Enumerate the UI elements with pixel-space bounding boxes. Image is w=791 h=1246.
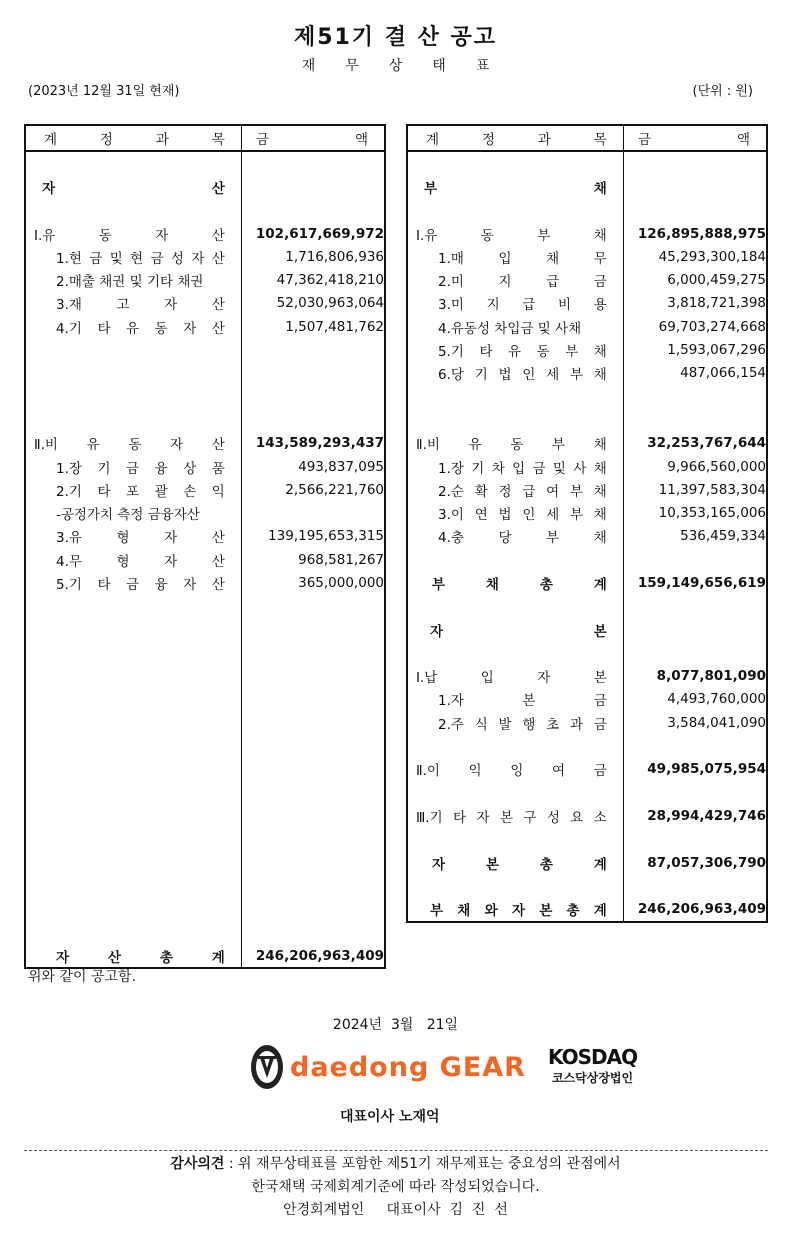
section-liabilities: 부 채 [424, 180, 607, 197]
nca-item-amount: 968,581,267 [241, 548, 385, 571]
ca-item-amount: 47,362,418,210 [241, 268, 385, 291]
ca-item-label: 2.매출 채권 및 기타 채권 [56, 274, 204, 291]
noncurrent-assets-amount: 143,589,293,437 [241, 432, 385, 455]
nca-item-label: 5.기 타 금 융 자 산 [56, 576, 225, 593]
col-account-header: 계 정 과 목 [44, 132, 225, 148]
cl-item-label: 4.유동성 차입금 및 사채 [438, 320, 582, 337]
noncurrent-liab-amount: 32,253,767,644 [623, 432, 767, 455]
cl-item-amount: 45,293,300,184 [623, 245, 767, 268]
ncl-item-label: 4.충 당 부 채 [438, 530, 607, 547]
ca-item-amount: 1,716,806,936 [241, 245, 385, 268]
col-amount-header: 금 액 [255, 132, 368, 148]
page-title: 제51기 결 산 공고 [293, 25, 498, 50]
other-equity-amount: 28,994,429,746 [623, 804, 767, 827]
liabilities-equity-table [406, 124, 768, 923]
cl-item-amount: 487,066,154 [623, 362, 767, 385]
as-of-date: (2023년 12월 31일 현재) [28, 84, 180, 99]
noncurrent-liab-label: Ⅱ.비 유 동 부 채 [416, 437, 607, 454]
col-amount-header: 금 액 [637, 132, 750, 148]
unit-label: (단위 : 원) [692, 84, 753, 99]
audit-opinion-line2: 한국채택 국제회계기준에 따라 작성되었습니다. [251, 1179, 540, 1195]
cl-item-label: 2.미 지 급 금 [438, 274, 607, 291]
ca-item-amount: 1,507,481,762 [241, 315, 385, 338]
cl-item-amount: 1,593,067,296 [623, 338, 767, 361]
nca-item-amount: 365,000,000 [241, 571, 385, 594]
total-assets-amount: 246,206,963,409 [241, 944, 385, 968]
current-liab-label: Ⅰ.유 동 부 채 [416, 227, 607, 244]
kosdaq-text: KOSDAQ [548, 1045, 638, 1069]
paid-in-item-label: 2.주 식 발 행 초 과 금 [438, 716, 607, 733]
ncl-item-label: 2.순 확 정 급 여 부 채 [438, 483, 607, 500]
paid-in-item-amount: 4,493,760,000 [623, 688, 767, 711]
paid-in-item-label: 1.자 본 금 [438, 693, 607, 710]
liab-total-amount: 159,149,656,619 [623, 571, 767, 594]
cl-item-label: 3.미 지 급 비 용 [438, 297, 607, 314]
nca-item-amount: 493,837,095 [241, 455, 385, 478]
notice-text: 위와 같이 공고함. [28, 969, 137, 985]
ca-item-label: 4.기 타 유 동 자 산 [56, 320, 225, 337]
auditor-signature: 안경회계법인 대표이사 김 진 선 [283, 1202, 508, 1218]
nca-item-label: 4.무 형 자 산 [56, 553, 225, 570]
nca-item-label: 1.장 기 금 융 상 품 [56, 460, 225, 477]
retained-earnings-label: Ⅱ.이 익 잉 여 금 [416, 763, 607, 780]
liab-total-label: 부 채 총 계 [432, 576, 607, 593]
cl-item-label: 5.기 타 유 동 부 채 [438, 344, 607, 361]
ceo-signature: 대표이사 노재억 [340, 1109, 440, 1125]
nca-item-label: 3.유 형 자 산 [56, 530, 225, 547]
nca-item-amount [241, 501, 385, 524]
equity-total-label: 자 본 총 계 [432, 856, 607, 873]
grand-total-label: 부 채 와 자 본 총 계 [430, 903, 607, 920]
notice-date: 2024년 3월 21일 [332, 1017, 459, 1033]
col-account-header: 계 정 과 목 [426, 132, 607, 148]
current-liab-amount: 126,895,888,975 [623, 222, 767, 245]
cl-item-label: 1.매 입 채 무 [438, 250, 607, 267]
paid-in-label: Ⅰ.납 입 자 본 [416, 670, 607, 687]
ncl-item-amount: 11,397,583,304 [623, 478, 767, 501]
kosdaq-subtext: 코스닥상장법인 [551, 1071, 634, 1085]
company-logo [250, 1044, 526, 1090]
audit-text-1: : 위 재무상태표를 포함한 제51기 재무제표는 중요성의 관점에서 [224, 1156, 621, 1172]
kosdaq-logo [548, 1046, 637, 1086]
current-assets-amount: 102,617,669,972 [241, 222, 385, 245]
section-assets: 자 산 [42, 180, 225, 197]
ncl-item-amount: 9,966,560,000 [623, 455, 767, 478]
ca-item-amount: 52,030,963,064 [241, 292, 385, 315]
separator-line [24, 1150, 768, 1151]
nca-item-amount: 139,195,653,315 [241, 525, 385, 548]
ncl-item-amount: 536,459,334 [623, 525, 767, 548]
audit-opinion-line1 [0, 1153, 791, 1173]
ncl-item-amount: 10,353,165,006 [623, 501, 767, 524]
current-assets-label: Ⅰ.유 동 자 산 [34, 227, 225, 244]
section-equity: 자 본 [430, 623, 607, 640]
audit-label: 감사의견 [170, 1156, 225, 1172]
equity-total-amount: 87,057,306,790 [623, 851, 767, 874]
cl-item-amount: 6,000,459,275 [623, 268, 767, 291]
grand-total-amount: 246,206,963,409 [623, 898, 767, 922]
ca-item-label: 3.재 고 자 산 [56, 297, 225, 314]
cl-item-amount: 69,703,274,668 [623, 315, 767, 338]
cl-item-label: 6.당 기 법 인 세 부 채 [438, 367, 607, 384]
nca-item-label: 2.기 타 포 괄 손 익 [56, 483, 225, 500]
nca-item-label: -공정가치 측정 금융자산 [56, 507, 200, 524]
paid-in-amount: 8,077,801,090 [623, 665, 767, 688]
total-assets-label: 자 산 총 계 [56, 949, 225, 966]
cl-item-amount: 3,818,721,398 [623, 292, 767, 315]
ca-item-label: 1.현 금 및 현 금 성 자 산 [56, 250, 225, 267]
ncl-item-label: 3.이 연 법 인 세 부 채 [438, 507, 607, 524]
paid-in-item-amount: 3,584,041,090 [623, 711, 767, 734]
other-equity-label: Ⅲ.기 타 자 본 구 성 요 소 [416, 809, 607, 826]
gear-emblem-icon [250, 1044, 284, 1090]
ncl-item-label: 1.장 기 차 입 금 및 사 채 [438, 460, 607, 477]
noncurrent-assets-label: Ⅱ.비 유 동 자 산 [34, 437, 225, 454]
retained-earnings-amount: 49,985,075,954 [623, 758, 767, 781]
company-logo-text: daedong GEAR [290, 1051, 526, 1083]
page-subtitle: 재무상태표 [301, 58, 520, 74]
assets-table [24, 124, 386, 969]
nca-item-amount: 2,566,221,760 [241, 478, 385, 501]
